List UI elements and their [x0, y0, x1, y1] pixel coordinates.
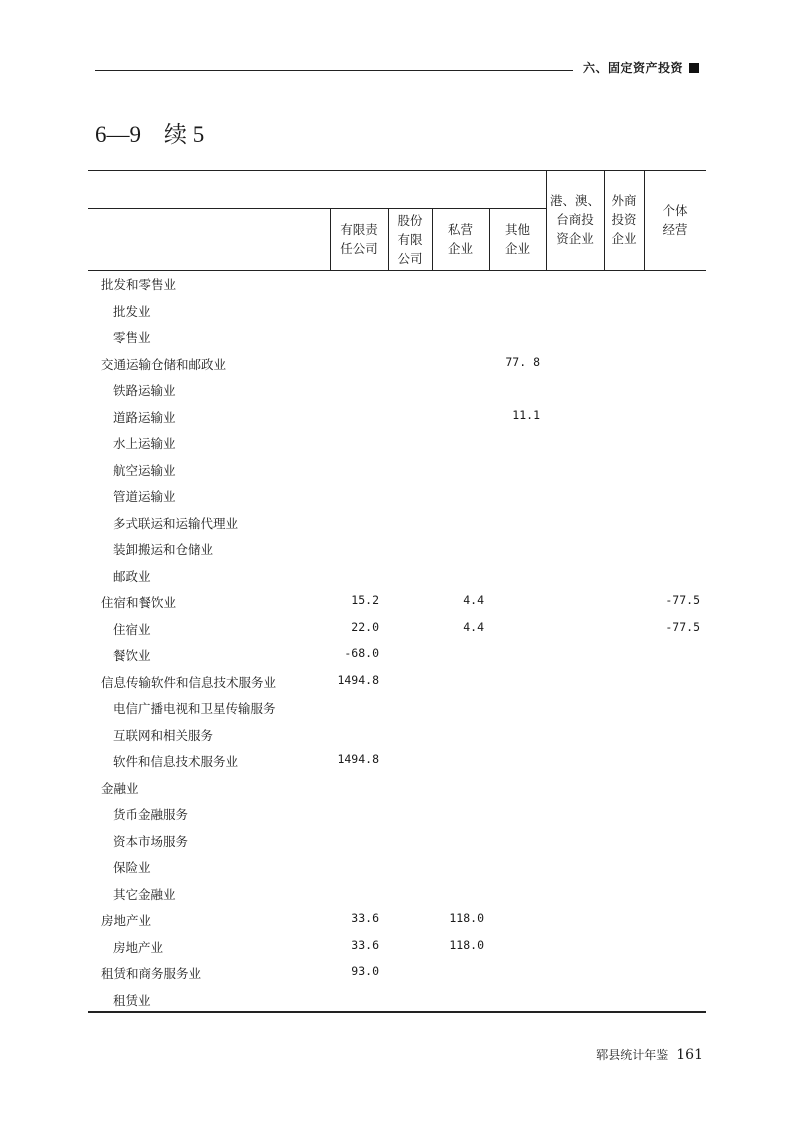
section-title: 六、固定资产投资 [583, 61, 684, 75]
row-label: 软件和信息技术服务业 [113, 754, 239, 769]
section-header [583, 59, 699, 76]
row-label: 餐饮业 [113, 648, 151, 663]
page-number: 161 [676, 1047, 703, 1063]
row-label: 租赁业 [113, 992, 151, 1008]
table-row [88, 642, 706, 669]
header-mid-rule [88, 208, 546, 209]
page-footer [596, 1046, 703, 1063]
row-label: 其它金融业 [113, 886, 176, 902]
table-row [88, 828, 706, 855]
row-label: 资本市场服务 [113, 833, 189, 849]
row-label: 管道运输业 [113, 489, 176, 504]
table-body [88, 271, 706, 1013]
cell-llc: 33.6 [351, 937, 379, 952]
cell-llc: 22.0 [351, 619, 379, 634]
table-row [88, 801, 706, 828]
table-row [88, 854, 706, 881]
cell-private: 118.0 [449, 911, 484, 925]
row-label: 住宿业 [113, 621, 151, 637]
row-label: 多式联运和运输代理业 [113, 515, 239, 531]
table-row [88, 589, 706, 616]
table-title: 6—9 续 5 [95, 122, 205, 147]
row-label: 航空运输业 [113, 462, 176, 478]
row-label: 住宿和餐饮业 [101, 595, 177, 610]
row-label: 金融业 [101, 780, 139, 796]
col-header-foreign: 外商 投资 企业 [611, 193, 637, 246]
table-row [88, 457, 706, 484]
table-row [88, 404, 706, 431]
table-row [88, 351, 706, 378]
cell-llc: 15.2 [351, 593, 379, 607]
cell-llc: 93.0 [351, 964, 379, 978]
cell-llc: 1494.8 [337, 752, 379, 766]
cell-private: 4.4 [463, 619, 484, 634]
row-label: 租赁和商务服务业 [101, 966, 202, 981]
table-row [88, 669, 706, 696]
cell-individual: -77.5 [665, 593, 700, 607]
cell-llc: 33.6 [351, 911, 379, 925]
cell-private: 118.0 [449, 937, 484, 952]
cell-individual: -77.5 [665, 619, 700, 634]
row-label: 批发和零售业 [101, 277, 177, 292]
table-row [88, 987, 706, 1014]
row-label: 保险业 [113, 860, 151, 875]
table-row [88, 748, 706, 775]
table-row [88, 430, 706, 457]
table-row [88, 881, 706, 908]
row-label: 信息传输软件和信息技术服务业 [101, 674, 277, 690]
table-row [88, 616, 706, 643]
row-label: 装卸搬运和仓储业 [113, 542, 214, 557]
table-row [88, 775, 706, 802]
row-label: 电信广播电视和卫星传输服务 [113, 701, 276, 716]
row-label: 铁路运输业 [113, 383, 176, 398]
row-label: 批发业 [113, 303, 151, 319]
row-label: 道路运输业 [113, 409, 176, 425]
row-label: 互联网和相关服务 [113, 727, 214, 743]
row-label: 水上运输业 [113, 436, 176, 451]
col-header-hkmt: 港、澳、 台商投 资企业 [549, 193, 600, 246]
row-label: 邮政业 [113, 568, 151, 584]
col-header-llc: 有限责 任公司 [340, 222, 378, 256]
cell-private: 4.4 [463, 593, 484, 607]
table-row [88, 483, 706, 510]
square-icon [689, 63, 699, 73]
cell-llc: -68.0 [344, 646, 379, 660]
cell-llc: 1494.8 [337, 672, 379, 687]
table-row [88, 324, 706, 351]
row-label: 房地产业 [101, 913, 152, 928]
table-row [88, 695, 706, 722]
col-header-private: 私营 企业 [447, 222, 473, 256]
col-header-other: 其他 企业 [504, 222, 530, 256]
table-row [88, 907, 706, 934]
row-label: 交通运输仓储和邮政业 [101, 356, 227, 372]
col-header-individual: 个体 经营 [662, 203, 688, 237]
yearbook-name: 郓县统计年鉴 [596, 1048, 669, 1062]
table-row [88, 934, 706, 961]
cell-other: 11.1 [512, 407, 540, 422]
row-label: 货币金融服务 [113, 807, 189, 822]
table-row [88, 722, 706, 749]
table-row [88, 298, 706, 325]
table-row [88, 510, 706, 537]
col-header-share: 股份 有限 公司 [397, 213, 423, 266]
table-row [88, 536, 706, 563]
table-row [88, 377, 706, 404]
table-row [88, 960, 706, 987]
row-label: 房地产业 [113, 939, 164, 955]
table-top-rule [88, 170, 706, 171]
row-label: 零售业 [113, 330, 151, 345]
cell-other: 77. 8 [505, 354, 540, 369]
header-rule [95, 70, 573, 71]
table-row [88, 563, 706, 590]
table-row [88, 271, 706, 298]
